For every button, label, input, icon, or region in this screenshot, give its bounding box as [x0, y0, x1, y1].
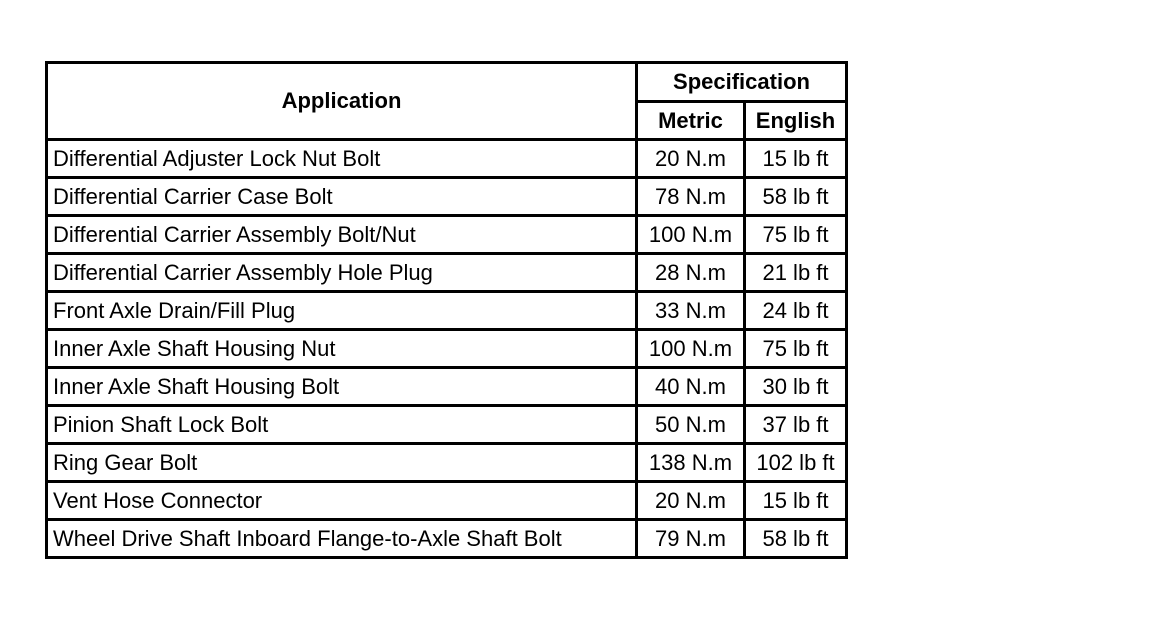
- english-cell: 15 lb ft: [745, 482, 847, 520]
- english-cell: 75 lb ft: [745, 330, 847, 368]
- metric-cell: 100 N.m: [637, 216, 745, 254]
- english-cell: 75 lb ft: [745, 216, 847, 254]
- english-cell: 21 lb ft: [745, 254, 847, 292]
- application-cell: Inner Axle Shaft Housing Bolt: [47, 368, 637, 406]
- header-row-top: [47, 63, 847, 102]
- metric-cell: 33 N.m: [637, 292, 745, 330]
- table-row: [47, 216, 847, 254]
- specification-header: Specification: [637, 63, 847, 102]
- metric-cell: 100 N.m: [637, 330, 745, 368]
- application-header: Application: [47, 63, 637, 140]
- table-row: [47, 444, 847, 482]
- application-cell: Front Axle Drain/Fill Plug: [47, 292, 637, 330]
- english-cell: 37 lb ft: [745, 406, 847, 444]
- table-row: [47, 292, 847, 330]
- english-header: English: [745, 102, 847, 140]
- metric-cell: 50 N.m: [637, 406, 745, 444]
- table-row: [47, 140, 847, 178]
- table-row: [47, 368, 847, 406]
- table-row: [47, 482, 847, 520]
- metric-cell: 20 N.m: [637, 140, 745, 178]
- application-cell: Vent Hose Connector: [47, 482, 637, 520]
- application-cell: Pinion Shaft Lock Bolt: [47, 406, 637, 444]
- english-cell: 58 lb ft: [745, 520, 847, 558]
- application-cell: Inner Axle Shaft Housing Nut: [47, 330, 637, 368]
- english-cell: 58 lb ft: [745, 178, 847, 216]
- application-cell: Ring Gear Bolt: [47, 444, 637, 482]
- metric-cell: 78 N.m: [637, 178, 745, 216]
- metric-cell: 40 N.m: [637, 368, 745, 406]
- application-cell: Wheel Drive Shaft Inboard Flange-to-Axle Shaft Bolt: [47, 520, 637, 558]
- english-cell: 15 lb ft: [745, 140, 847, 178]
- metric-cell: 28 N.m: [637, 254, 745, 292]
- application-cell: Differential Carrier Assembly Hole Plug: [47, 254, 637, 292]
- application-cell: Differential Carrier Case Bolt: [47, 178, 637, 216]
- table-row: [47, 520, 847, 558]
- english-cell: 24 lb ft: [745, 292, 847, 330]
- table-row: [47, 406, 847, 444]
- english-cell: 30 lb ft: [745, 368, 847, 406]
- english-cell: 102 lb ft: [745, 444, 847, 482]
- metric-cell: 20 N.m: [637, 482, 745, 520]
- table-row: [47, 330, 847, 368]
- application-cell: Differential Carrier Assembly Bolt/Nut: [47, 216, 637, 254]
- table-row: [47, 178, 847, 216]
- table-row: [47, 254, 847, 292]
- table-body: [47, 140, 847, 558]
- table-header: [47, 63, 847, 140]
- torque-specification-table: [45, 61, 848, 559]
- metric-cell: 79 N.m: [637, 520, 745, 558]
- application-cell: Differential Adjuster Lock Nut Bolt: [47, 140, 637, 178]
- metric-header: Metric: [637, 102, 745, 140]
- metric-cell: 138 N.m: [637, 444, 745, 482]
